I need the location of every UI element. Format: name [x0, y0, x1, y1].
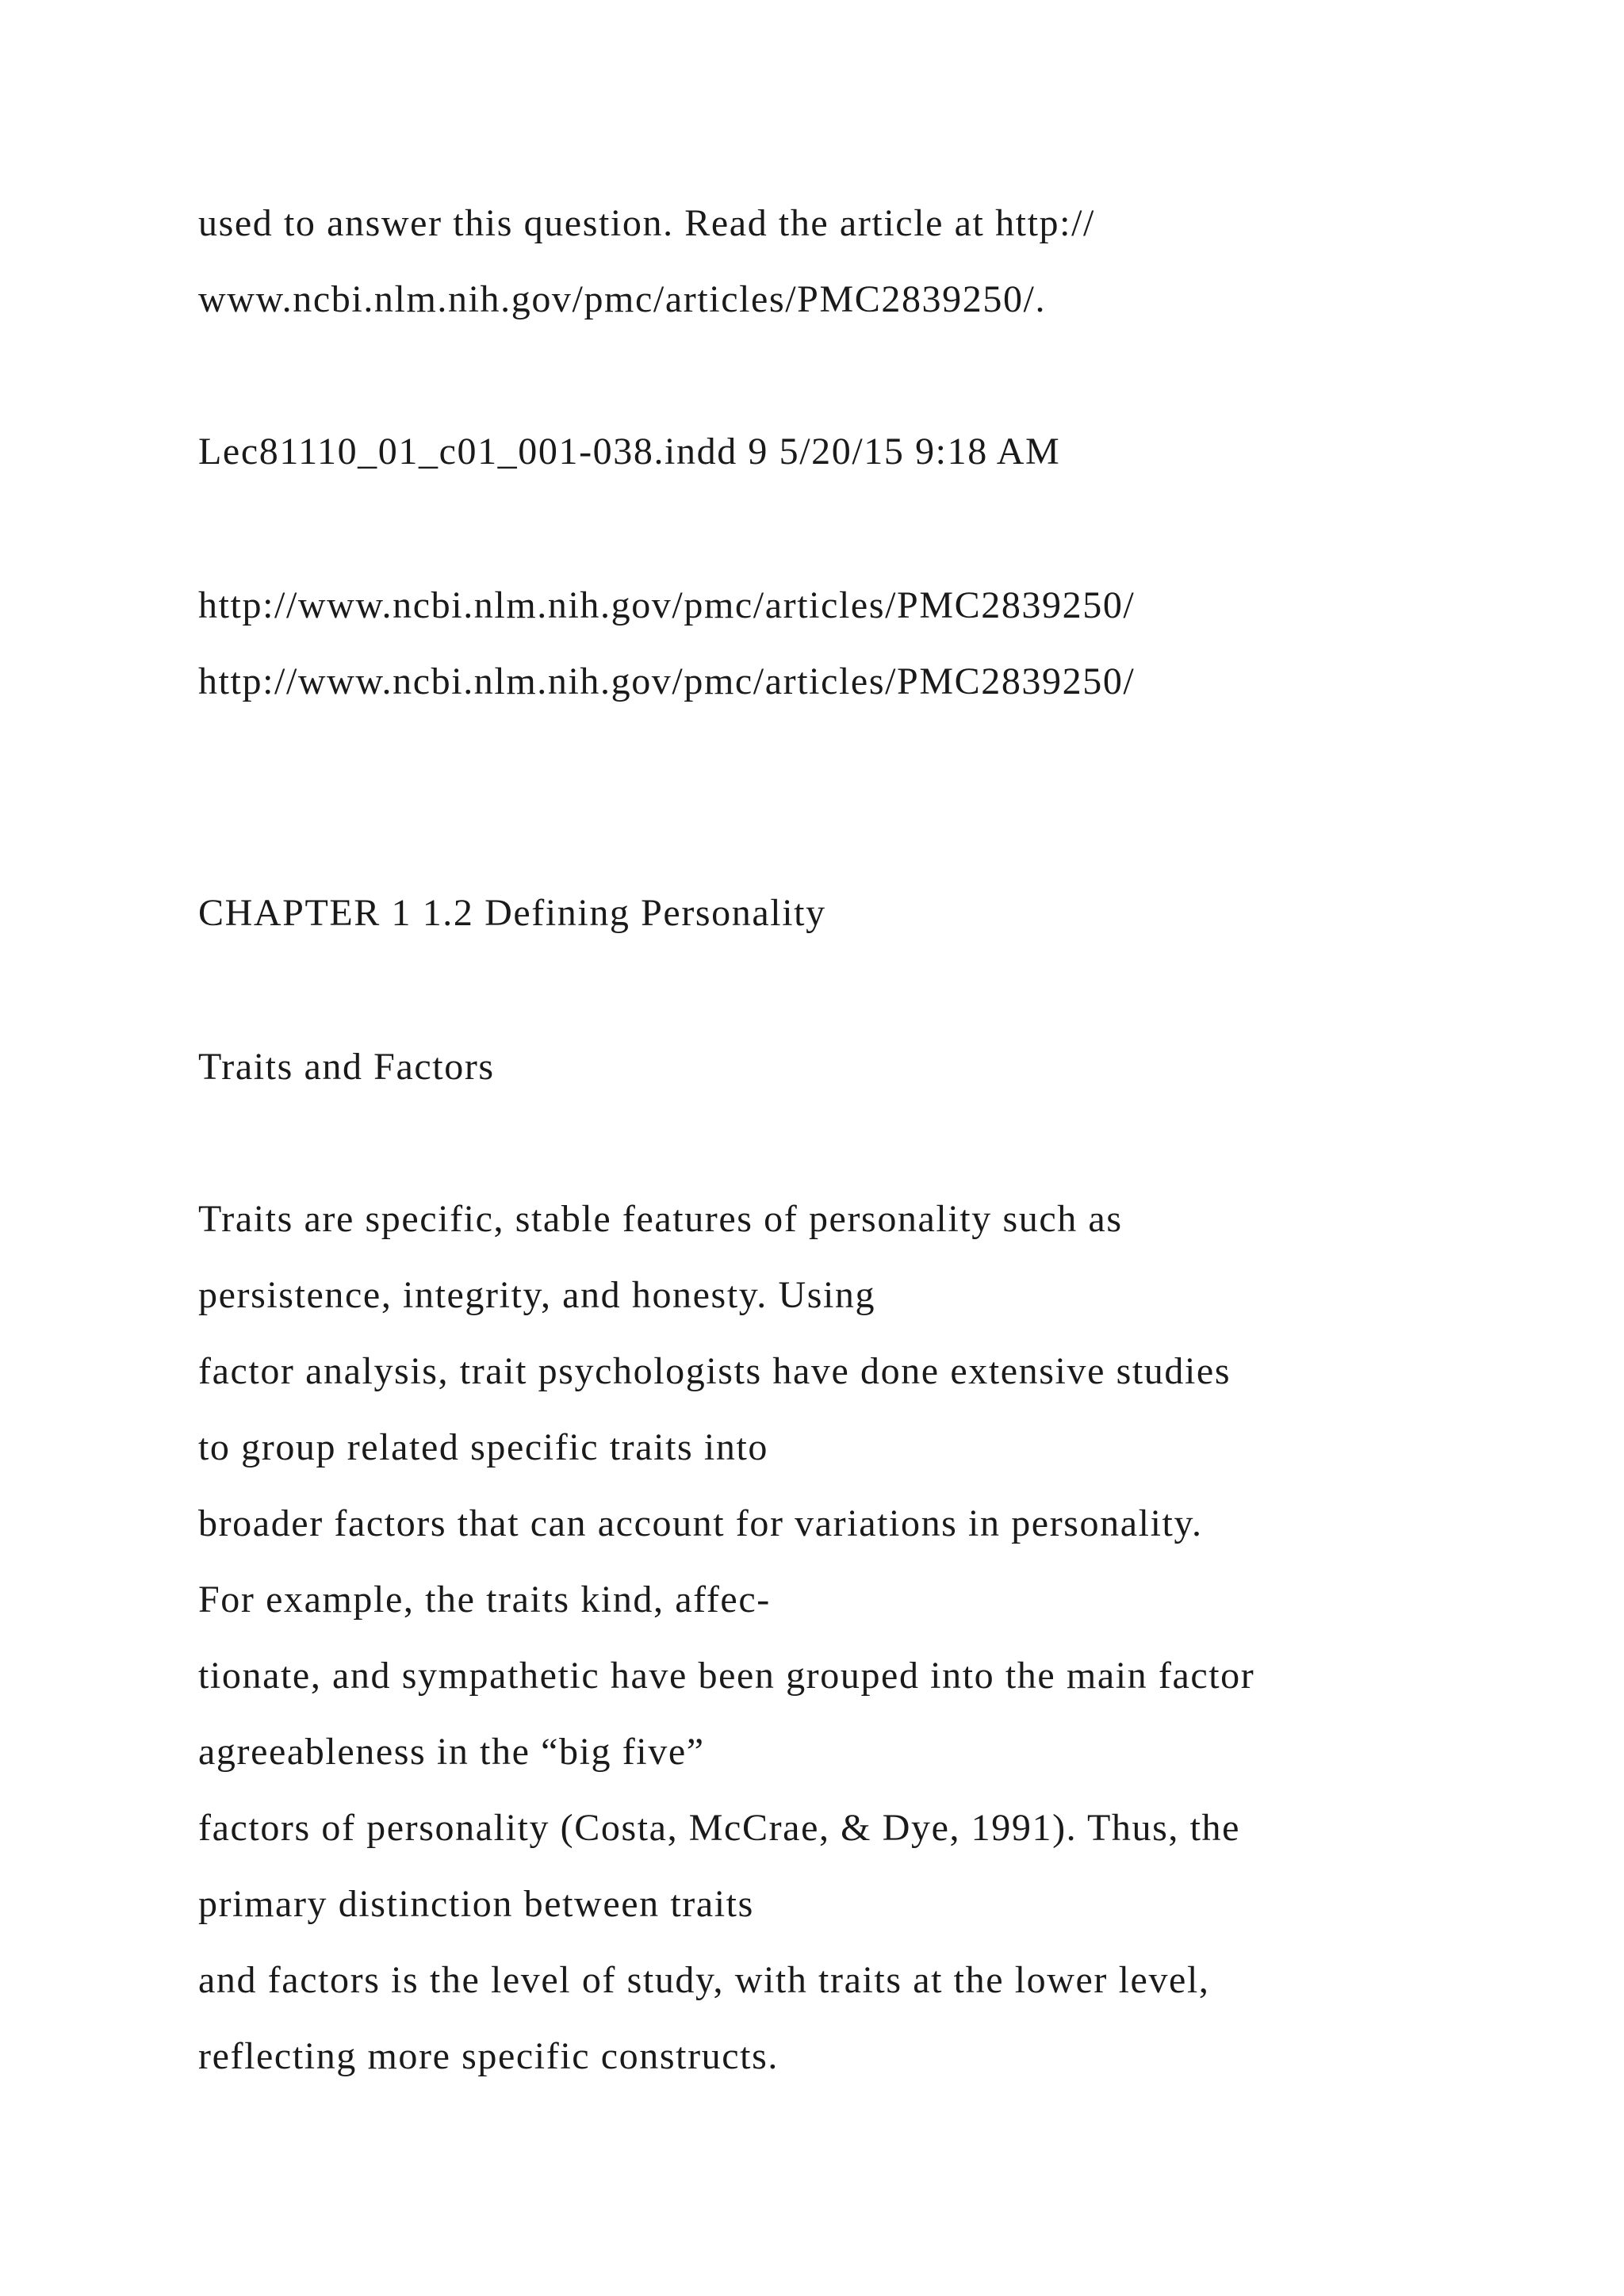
body-line: For example, the traits kind, affec-	[198, 1578, 771, 1621]
text-line: used to answer this question. Read the article at http://	[198, 202, 1095, 244]
body-line: persistence, integrity, and honesty. Using	[198, 1274, 876, 1316]
body-line: agreeableness in the “big five”	[198, 1731, 705, 1773]
chapter-heading: CHAPTER 1 1.2 Defining Personality	[198, 892, 826, 934]
body-line: reflecting more specific constructs.	[198, 2035, 779, 2077]
url-line: http://www.ncbi.nlm.nih.gov/pmc/articles/PMC2839250/	[198, 584, 1136, 626]
body-line: to group related specific traits into	[198, 1426, 768, 1468]
body-line: broader factors that can account for variations in personality.	[198, 1502, 1203, 1544]
url-line: http://www.ncbi.nlm.nih.gov/pmc/articles/PMC2839250/	[198, 660, 1136, 702]
file-slug-line: Lec81110_01_c01_001-038.indd 9 5/20/15 9:18 AM	[198, 430, 1061, 473]
text-line: www.ncbi.nlm.nih.gov/pmc/articles/PMC2839250/.	[198, 278, 1047, 320]
body-line: Traits are specific, stable features of personality such as	[198, 1198, 1123, 1240]
section-heading: Traits and Factors	[198, 1046, 495, 1088]
body-line: primary distinction between traits	[198, 1883, 754, 1925]
body-line: tionate, and sympathetic have been grouped into the main factor	[198, 1655, 1255, 1697]
body-line: factors of personality (Costa, McCrae, & Dye, 1991). Thus, the	[198, 1807, 1241, 1849]
body-line: factor analysis, trait psychologists have done extensive studies	[198, 1350, 1231, 1392]
body-line: and factors is the level of study, with traits at the lower level,	[198, 1959, 1210, 2001]
